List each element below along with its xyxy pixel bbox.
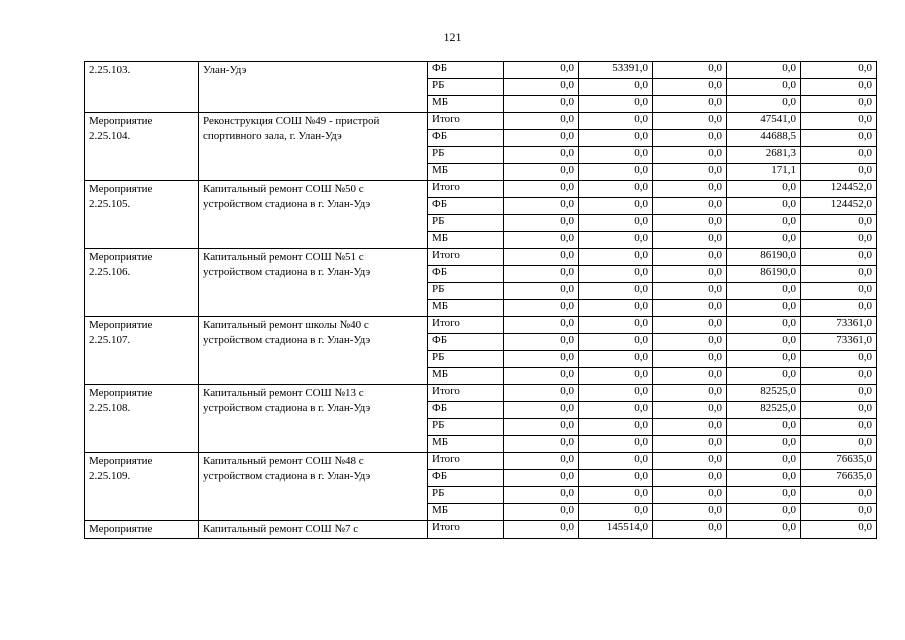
amount-cell: 0,0: [579, 130, 653, 147]
amount-cell: 0,0: [653, 266, 727, 283]
amount-cell: 0,0: [801, 368, 877, 385]
amount-cell: 0,0: [579, 419, 653, 436]
amount-cell: 0,0: [579, 96, 653, 113]
table-row: [85, 317, 877, 334]
amount-cell: 0,0: [653, 504, 727, 521]
amount-cell: 73361,0: [801, 317, 877, 334]
amount-cell: 0,0: [653, 436, 727, 453]
funding-source-cell: ФБ: [428, 198, 504, 215]
amount-cell: 0,0: [727, 504, 801, 521]
activity-name-cell: Капитальный ремонт СОШ №48 с устройством стадиона в г. Улан-Удэ: [199, 453, 428, 521]
amount-cell: 0,0: [504, 402, 579, 419]
funding-source-cell: Итого: [428, 181, 504, 198]
amount-cell: 0,0: [801, 487, 877, 504]
amount-cell: 0,0: [653, 232, 727, 249]
funding-source-cell: Итого: [428, 113, 504, 130]
funding-source-cell: ФБ: [428, 130, 504, 147]
amount-cell: 0,0: [653, 317, 727, 334]
amount-cell: 0,0: [579, 402, 653, 419]
amount-cell: 0,0: [504, 351, 579, 368]
amount-cell: 0,0: [579, 385, 653, 402]
amount-cell: 76635,0: [801, 470, 877, 487]
amount-cell: 0,0: [801, 283, 877, 300]
amount-cell: 0,0: [579, 436, 653, 453]
amount-cell: 0,0: [579, 487, 653, 504]
amount-cell: 0,0: [727, 436, 801, 453]
amount-cell: 0,0: [727, 215, 801, 232]
amount-cell: 0,0: [727, 521, 801, 539]
activity-name-cell: Улан-Удэ: [199, 62, 428, 113]
amount-cell: 0,0: [504, 198, 579, 215]
table-row: [85, 62, 877, 79]
amount-cell: 0,0: [801, 215, 877, 232]
amount-cell: 0,0: [504, 283, 579, 300]
funding-source-cell: РБ: [428, 419, 504, 436]
funding-source-cell: ФБ: [428, 470, 504, 487]
amount-cell: 0,0: [653, 198, 727, 215]
funding-source-cell: РБ: [428, 215, 504, 232]
amount-cell: 0,0: [504, 436, 579, 453]
amount-cell: 0,0: [579, 181, 653, 198]
amount-cell: 0,0: [801, 351, 877, 368]
amount-cell: 0,0: [579, 351, 653, 368]
amount-cell: 171,1: [727, 164, 801, 181]
funding-source-cell: ФБ: [428, 62, 504, 79]
amount-cell: 0,0: [727, 351, 801, 368]
amount-cell: 0,0: [653, 470, 727, 487]
amount-cell: 0,0: [579, 504, 653, 521]
funding-source-cell: Итого: [428, 249, 504, 266]
table-row: [85, 521, 877, 539]
amount-cell: 0,0: [653, 487, 727, 504]
funding-source-cell: ФБ: [428, 402, 504, 419]
amount-cell: 0,0: [504, 317, 579, 334]
funding-source-cell: Итого: [428, 521, 504, 539]
amount-cell: 0,0: [653, 351, 727, 368]
amount-cell: 0,0: [504, 419, 579, 436]
amount-cell: 0,0: [579, 198, 653, 215]
amount-cell: 0,0: [504, 147, 579, 164]
funding-source-cell: РБ: [428, 79, 504, 96]
activity-code-cell: Мероприятие 2.25.106.: [85, 249, 199, 317]
funding-source-cell: МБ: [428, 232, 504, 249]
table-row: [85, 249, 877, 266]
amount-cell: 0,0: [579, 113, 653, 130]
amount-cell: 47541,0: [727, 113, 801, 130]
amount-cell: 0,0: [653, 521, 727, 539]
funding-source-cell: Итого: [428, 385, 504, 402]
amount-cell: 82525,0: [727, 402, 801, 419]
funding-source-cell: МБ: [428, 368, 504, 385]
amount-cell: 0,0: [727, 334, 801, 351]
amount-cell: 0,0: [653, 334, 727, 351]
amount-cell: 0,0: [504, 164, 579, 181]
amount-cell: 0,0: [653, 419, 727, 436]
amount-cell: 0,0: [653, 181, 727, 198]
amount-cell: 0,0: [504, 96, 579, 113]
funding-source-cell: МБ: [428, 504, 504, 521]
amount-cell: 0,0: [504, 266, 579, 283]
amount-cell: 0,0: [504, 334, 579, 351]
funding-source-cell: МБ: [428, 300, 504, 317]
amount-cell: 86190,0: [727, 266, 801, 283]
amount-cell: 0,0: [801, 130, 877, 147]
amount-cell: 0,0: [579, 147, 653, 164]
amount-cell: 0,0: [727, 419, 801, 436]
amount-cell: 0,0: [504, 521, 579, 539]
amount-cell: 0,0: [579, 368, 653, 385]
activity-name-cell: Капитальный ремонт школы №40 с устройством стадиона в г. Улан-Удэ: [199, 317, 428, 385]
amount-cell: 0,0: [801, 164, 877, 181]
amount-cell: 0,0: [504, 62, 579, 79]
amount-cell: 0,0: [801, 521, 877, 539]
amount-cell: 0,0: [504, 79, 579, 96]
amount-cell: 0,0: [579, 317, 653, 334]
amount-cell: 0,0: [504, 249, 579, 266]
amount-cell: 0,0: [801, 266, 877, 283]
funding-source-cell: ФБ: [428, 334, 504, 351]
amount-cell: 0,0: [727, 232, 801, 249]
amount-cell: 0,0: [801, 79, 877, 96]
amount-cell: 0,0: [579, 79, 653, 96]
amount-cell: 0,0: [801, 113, 877, 130]
amount-cell: 0,0: [653, 368, 727, 385]
amount-cell: 0,0: [504, 368, 579, 385]
activity-name-cell: Капитальный ремонт СОШ №7 с: [199, 521, 428, 539]
amount-cell: 0,0: [504, 181, 579, 198]
amount-cell: 124452,0: [801, 181, 877, 198]
amount-cell: 0,0: [579, 334, 653, 351]
funding-source-cell: Итого: [428, 453, 504, 470]
activity-name-cell: Капитальный ремонт СОШ №13 с устройством стадиона в г. Улан-Удэ: [199, 385, 428, 453]
amount-cell: 0,0: [727, 96, 801, 113]
activity-code-cell: Мероприятие 2.25.107.: [85, 317, 199, 385]
funding-source-cell: ФБ: [428, 266, 504, 283]
amount-cell: 0,0: [653, 147, 727, 164]
amount-cell: 0,0: [653, 164, 727, 181]
amount-cell: 0,0: [504, 487, 579, 504]
amount-cell: 0,0: [504, 232, 579, 249]
amount-cell: 2681,3: [727, 147, 801, 164]
amount-cell: 0,0: [579, 249, 653, 266]
amount-cell: 0,0: [579, 164, 653, 181]
amount-cell: 0,0: [727, 181, 801, 198]
amount-cell: 0,0: [801, 504, 877, 521]
amount-cell: 0,0: [504, 215, 579, 232]
amount-cell: 0,0: [653, 79, 727, 96]
amount-cell: 0,0: [653, 402, 727, 419]
funding-source-cell: Итого: [428, 317, 504, 334]
activity-code-cell: Мероприятие 2.25.105.: [85, 181, 199, 249]
amount-cell: 0,0: [504, 470, 579, 487]
amount-cell: 145514,0: [579, 521, 653, 539]
activity-code-cell: 2.25.103.: [85, 62, 199, 113]
activity-code-cell: Мероприятие 2.25.109.: [85, 453, 199, 521]
amount-cell: 0,0: [801, 402, 877, 419]
amount-cell: 82525,0: [727, 385, 801, 402]
funding-source-cell: МБ: [428, 96, 504, 113]
amount-cell: 0,0: [579, 232, 653, 249]
amount-cell: 0,0: [653, 283, 727, 300]
amount-cell: 0,0: [653, 249, 727, 266]
amount-cell: 0,0: [579, 215, 653, 232]
amount-cell: 0,0: [653, 300, 727, 317]
funding-source-cell: МБ: [428, 164, 504, 181]
amount-cell: 0,0: [727, 300, 801, 317]
amount-cell: 0,0: [504, 504, 579, 521]
amount-cell: 0,0: [653, 62, 727, 79]
amount-cell: 0,0: [579, 266, 653, 283]
amount-cell: 0,0: [727, 283, 801, 300]
amount-cell: 0,0: [653, 96, 727, 113]
amount-cell: 0,0: [727, 79, 801, 96]
amount-cell: 0,0: [653, 215, 727, 232]
page-number: 121: [443, 30, 462, 44]
amount-cell: 0,0: [504, 300, 579, 317]
amount-cell: 0,0: [653, 385, 727, 402]
table-row: [85, 385, 877, 402]
amount-cell: 0,0: [504, 453, 579, 470]
funding-source-cell: РБ: [428, 283, 504, 300]
amount-cell: 0,0: [653, 130, 727, 147]
amount-cell: 0,0: [801, 96, 877, 113]
amount-cell: 0,0: [579, 283, 653, 300]
amount-cell: 0,0: [801, 232, 877, 249]
activity-code-cell: Мероприятие 2.25.104.: [85, 113, 199, 181]
amount-cell: 0,0: [504, 113, 579, 130]
activity-name-cell: Капитальный ремонт СОШ №51 с устройством стадиона в г. Улан-Удэ: [199, 249, 428, 317]
amount-cell: 0,0: [801, 300, 877, 317]
table-body: [85, 62, 877, 539]
amount-cell: 0,0: [504, 385, 579, 402]
table-row: [85, 453, 877, 470]
activity-code-cell: Мероприятие 2.25.108.: [85, 385, 199, 453]
activity-name-cell: Реконструкция СОШ №49 - пристрой спортивного зала, г. Улан-Удэ: [199, 113, 428, 181]
amount-cell: 0,0: [801, 419, 877, 436]
budget-table: [84, 61, 877, 539]
funding-source-cell: МБ: [428, 436, 504, 453]
amount-cell: 0,0: [727, 453, 801, 470]
amount-cell: 76635,0: [801, 453, 877, 470]
amount-cell: 0,0: [801, 385, 877, 402]
amount-cell: 0,0: [801, 62, 877, 79]
amount-cell: 0,0: [579, 470, 653, 487]
amount-cell: 124452,0: [801, 198, 877, 215]
amount-cell: 0,0: [727, 317, 801, 334]
amount-cell: 0,0: [801, 147, 877, 164]
amount-cell: 0,0: [727, 487, 801, 504]
amount-cell: 0,0: [801, 436, 877, 453]
funding-source-cell: РБ: [428, 487, 504, 504]
table-row: [85, 113, 877, 130]
amount-cell: 0,0: [727, 368, 801, 385]
table-row: [85, 181, 877, 198]
amount-cell: 0,0: [801, 249, 877, 266]
activity-name-cell: Капитальный ремонт СОШ №50 с устройством стадиона в г. Улан-Удэ: [199, 181, 428, 249]
amount-cell: 53391,0: [579, 62, 653, 79]
amount-cell: 44688,5: [727, 130, 801, 147]
amount-cell: 0,0: [727, 470, 801, 487]
amount-cell: 0,0: [579, 453, 653, 470]
amount-cell: 0,0: [653, 113, 727, 130]
amount-cell: 0,0: [727, 62, 801, 79]
funding-source-cell: РБ: [428, 351, 504, 368]
amount-cell: 0,0: [504, 130, 579, 147]
amount-cell: 0,0: [579, 300, 653, 317]
funding-source-cell: РБ: [428, 147, 504, 164]
amount-cell: 0,0: [727, 198, 801, 215]
amount-cell: 0,0: [653, 453, 727, 470]
amount-cell: 86190,0: [727, 249, 801, 266]
amount-cell: 73361,0: [801, 334, 877, 351]
activity-code-cell: Мероприятие: [85, 521, 199, 539]
